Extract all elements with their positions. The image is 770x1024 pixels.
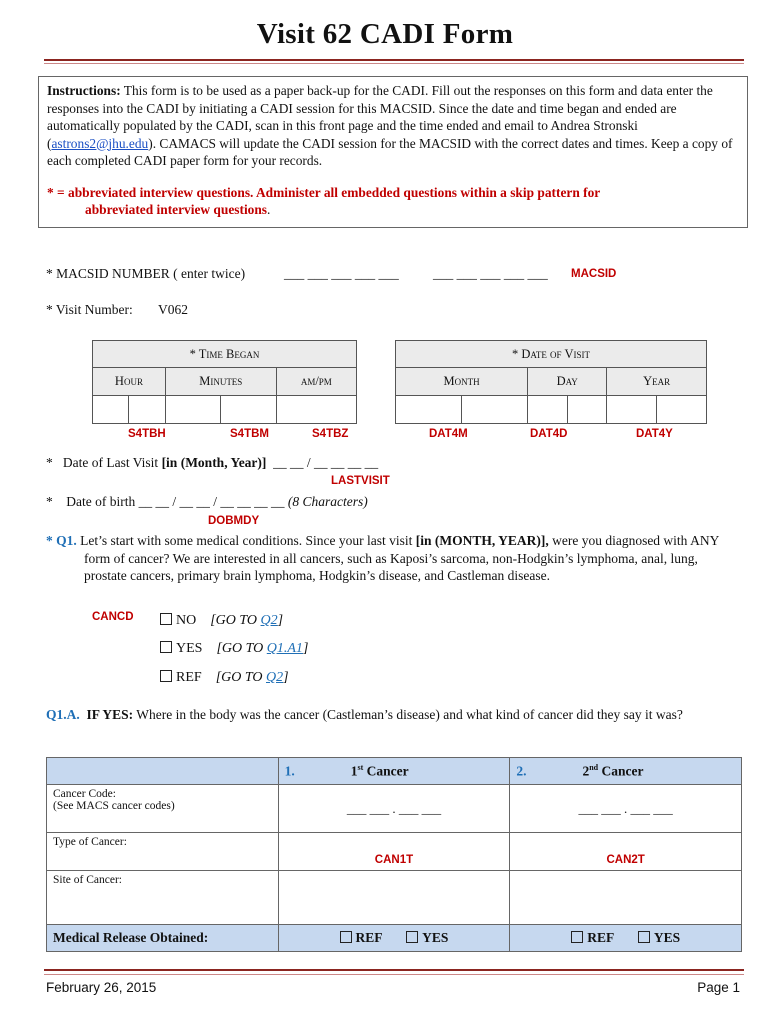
cancer-2-yes-label: YES xyxy=(653,930,681,945)
dob-label: Date of birth xyxy=(66,494,136,509)
macsid-code: MACSID xyxy=(571,268,617,280)
hour-box-2[interactable] xyxy=(129,396,165,424)
footer-rule xyxy=(44,969,744,971)
site-of-cancer-label: Site of Cancer: xyxy=(53,874,122,886)
q1-option-no-label: NO xyxy=(176,613,197,628)
year-box-1[interactable] xyxy=(607,396,657,424)
cancer-table-corner xyxy=(47,758,279,785)
cancer-2-header xyxy=(510,758,742,785)
abbreviated-note-line2-text: abbreviated interview questions xyxy=(85,202,268,217)
cancer-1-site-field[interactable] xyxy=(278,871,510,925)
checkbox-yes[interactable] xyxy=(160,641,172,653)
q1-option-no[interactable] xyxy=(160,613,283,629)
q1-option-yes-label: YES xyxy=(176,641,203,656)
cancer-1-type-code: CAN1T xyxy=(374,854,414,866)
visit-number-value: V062 xyxy=(158,302,188,317)
cancer-1-ord: 1 xyxy=(350,763,358,779)
hour-box-1[interactable] xyxy=(93,396,129,424)
date-of-visit-header: * Date of Visit xyxy=(396,341,707,368)
dob-code: DOBMDY xyxy=(208,515,260,527)
checkbox-ref[interactable] xyxy=(160,670,172,682)
last-visit-star: * xyxy=(46,455,53,470)
visit-number-label: * Visit Number: xyxy=(46,302,133,317)
site-label-cell xyxy=(47,871,279,925)
cancer-1-type-field[interactable] xyxy=(278,833,510,871)
abbreviated-note-line2 xyxy=(47,201,739,219)
q1-text-b: were you diagnosed with ANY form of cancer? We are interested in all cancers, such as Kaposi’s sarcoma, non-Hodgkin’s lymphoma, anal, lung, prostate cancers, primary brain lymphoma, Hodgkin’s disease, and Castleman disease. xyxy=(84,533,719,583)
last-visit-field[interactable]: __ __ / __ __ __ __ xyxy=(273,455,379,470)
abbreviated-note xyxy=(47,184,739,219)
q1-number: * Q1. xyxy=(46,533,77,548)
macsid-field-1[interactable]: ___ ___ ___ ___ ___ xyxy=(284,266,399,281)
q1-option-ref-end: ] xyxy=(283,670,289,685)
cancer-1-yes-checkbox[interactable] xyxy=(406,931,418,943)
instructions-box xyxy=(38,76,748,228)
day-box-2[interactable] xyxy=(567,396,607,424)
footer-date: February 26, 2015 xyxy=(46,980,157,995)
title-rule-thin xyxy=(44,63,744,64)
cancer-code-label: Cancer Code: xyxy=(53,788,116,800)
cancer-2-site-field[interactable] xyxy=(510,871,742,925)
year-box-2[interactable] xyxy=(657,396,707,424)
day-code: DAT4D xyxy=(530,428,568,440)
q1-option-yes-end: ] xyxy=(302,641,309,656)
dob-star: * xyxy=(46,494,53,509)
email-link[interactable]: astrons2@jhu.edu xyxy=(51,135,149,151)
abbreviated-note-line1: * = abbreviated interview questions. Administer all embedded questions within a skip pattern for xyxy=(47,184,601,200)
minutes-box-1[interactable] xyxy=(165,396,220,424)
year-col: Year xyxy=(607,368,707,396)
time-began-table xyxy=(92,340,357,424)
cancer-1-code-field[interactable]: ___ ___ . ___ ___ xyxy=(278,785,510,833)
q1-option-no-end: ] xyxy=(277,613,284,628)
cancer-code-label-cell xyxy=(47,785,279,833)
cancer-1-num: 1. xyxy=(284,763,295,779)
cancer-2-num: 2. xyxy=(516,763,527,779)
q1-text-a: Let’s start with some medical conditions. Since your last visit xyxy=(76,533,416,548)
footer-page-number: Page 1 xyxy=(697,980,740,995)
q1-option-ref-label: REF xyxy=(176,670,202,685)
cancer-1-header xyxy=(278,758,510,785)
q1a-bold: IF YES: xyxy=(86,707,134,722)
month-box-1[interactable] xyxy=(396,396,462,424)
cancer-1-yes-label: YES xyxy=(422,930,449,945)
last-visit-format: [in (Month, Year)] xyxy=(161,455,267,470)
instructions-part2: ). CAMACS will update the CADI session for the MACSID with the correct dates and times. Keep a copy of each completed CADI paper form for your records. xyxy=(47,135,733,168)
cancer-2-type-field[interactable] xyxy=(510,833,742,871)
q1a-number: Q1.A. xyxy=(46,707,80,722)
abbreviated-note-period: . xyxy=(267,202,271,217)
ampm-col: am/pm xyxy=(276,368,356,396)
q1-option-ref-goto: [GO TO xyxy=(215,670,266,685)
checkbox-no[interactable] xyxy=(160,613,172,625)
type-of-cancer-label: Type of Cancer: xyxy=(53,836,127,848)
time-began-header: * Time Began xyxy=(93,341,357,368)
q1-option-yes[interactable] xyxy=(160,641,308,657)
cancer-1-ref-checkbox[interactable] xyxy=(340,931,352,943)
last-visit-label: Date of Last Visit xyxy=(62,455,159,470)
title-rule xyxy=(44,59,744,61)
cancer-table xyxy=(46,757,742,952)
cancer-code-sublabel: (See MACS cancer codes) xyxy=(53,800,175,812)
q1-option-no-goto: [GO TO xyxy=(210,613,261,628)
dob-field[interactable]: __ __ / __ __ / __ __ __ __ xyxy=(138,494,285,509)
dob-note: (8 Characters) xyxy=(287,494,368,509)
cancer-2-ref-label: REF xyxy=(587,930,615,945)
cancer-1-ref-label: REF xyxy=(355,930,383,945)
q1-code: CANCD xyxy=(92,611,134,623)
month-code: DAT4M xyxy=(429,428,468,440)
footer-rule-thin xyxy=(44,974,744,975)
month-col: Month xyxy=(396,368,528,396)
cancer-2-code-field[interactable]: ___ ___ . ___ ___ xyxy=(510,785,742,833)
q1a-question xyxy=(46,706,726,724)
ampm-code: S4TBZ xyxy=(312,428,349,440)
hour-col: Hour xyxy=(93,368,166,396)
cancer-2-type-code: CAN2T xyxy=(606,854,645,866)
q1-option-no-target[interactable]: Q2 xyxy=(260,613,278,628)
q1-option-yes-goto: [GO TO xyxy=(216,641,267,656)
date-of-visit-table xyxy=(395,340,707,424)
q1-option-ref[interactable] xyxy=(160,670,289,686)
macsid-field-2[interactable]: ___ ___ ___ ___ ___ xyxy=(433,266,548,281)
year-code: DAT4Y xyxy=(636,428,673,440)
q1-bold: [in (MONTH, YEAR)], xyxy=(415,533,549,548)
day-col: Day xyxy=(528,368,607,396)
minutes-code: S4TBM xyxy=(230,428,269,440)
type-label-cell xyxy=(47,833,279,871)
cancer-2-sup: nd xyxy=(589,762,599,772)
cancer-1-title: Cancer xyxy=(363,763,409,779)
cancer-2-title: Cancer xyxy=(598,763,644,779)
medical-release-label: Medical Release Obtained: xyxy=(47,925,279,952)
q1-option-yes-target[interactable]: Q1.A1 xyxy=(266,641,303,656)
minutes-col: Minutes xyxy=(165,368,276,396)
cancer-2-ord: 2 xyxy=(582,763,590,779)
ampm-box[interactable] xyxy=(276,396,356,424)
cancer-1-sup: st xyxy=(357,762,364,772)
instructions-label: Instructions: xyxy=(47,83,121,98)
last-visit-code: LASTVISIT xyxy=(331,475,390,487)
q1-option-ref-target[interactable]: Q2 xyxy=(266,670,284,685)
instructions-part1: This form is to be used as a paper back-up for the CADI. Fill out the responses on this form and data enter the responses into the CADI by initiating a CADI session for this MACSID. Since the date and time began and ended are automatically populated by the CADI, scan in this front page and the time ended and email to Andrea Stronski ( xyxy=(47,83,713,151)
cancer-1-release xyxy=(278,925,510,952)
minutes-box-2[interactable] xyxy=(221,396,276,424)
q1-question xyxy=(46,532,726,585)
month-box-2[interactable] xyxy=(462,396,528,424)
day-box-1[interactable] xyxy=(528,396,567,424)
q1a-text: Where in the body was the cancer (Castleman’s disease) and what kind of cancer did they say it was? xyxy=(133,707,683,722)
cancer-2-ref-checkbox[interactable] xyxy=(571,931,583,943)
cancer-2-release xyxy=(510,925,742,952)
dob-row xyxy=(46,494,368,510)
macsid-label: * MACSID NUMBER ( enter twice) xyxy=(46,266,246,281)
last-visit-row xyxy=(46,455,378,471)
hour-code: S4TBH xyxy=(128,428,166,440)
cancer-2-yes-checkbox[interactable] xyxy=(638,931,650,943)
page-title: Visit 62 CADI Form xyxy=(256,18,514,50)
instructions-text xyxy=(47,82,739,170)
